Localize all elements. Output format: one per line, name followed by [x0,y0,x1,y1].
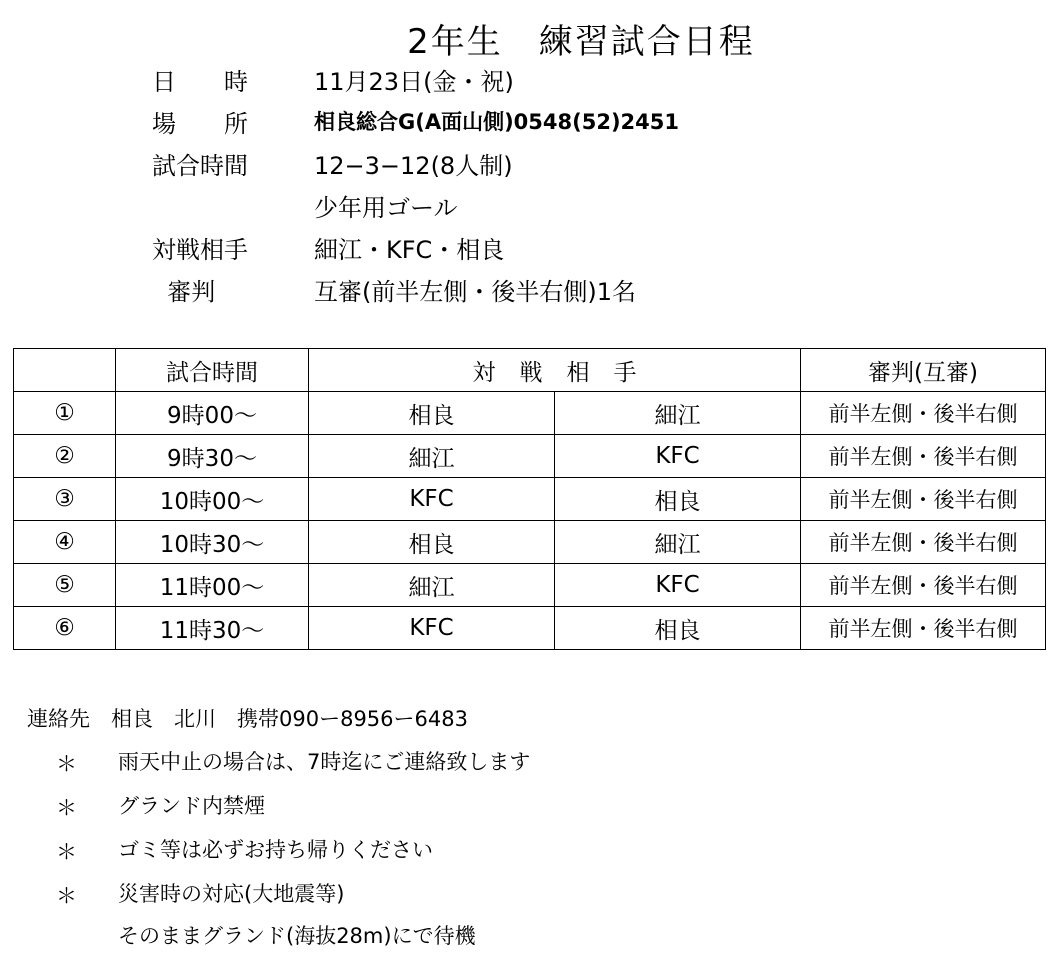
note-text: 災害時の対応(大地震等) [118,882,345,906]
match-time: 9時30〜 [116,435,309,478]
team-b: 細江 [555,392,801,435]
asterisk-bullet: ＊ [56,796,77,820]
note-text: ゴミ等は必ずお持ち帰りください [118,838,433,862]
referee-cell: 前半左側・後半右側 [801,435,1046,478]
contact-line: 連絡先 相良 北川 携帯090ー8956ー6483 [27,707,468,731]
team-a: 相良 [309,392,555,435]
team-b: KFC [555,564,801,607]
info-value: 相良総合G(A面山側)0548(52)2451 [314,110,679,134]
team-b: KFC [555,435,801,478]
match-number: ⑥ [14,607,116,650]
header-time: 試合時間 [116,349,309,392]
table-row [14,564,1046,607]
asterisk-bullet: ＊ [56,884,77,908]
info-label: 対戦相手 [152,236,248,264]
note-text: そのままグランド(海抜28m)にで待機 [118,924,476,948]
referee-cell: 前半左側・後半右側 [801,392,1046,435]
match-time: 10時00〜 [116,478,309,521]
match-time: 10時30〜 [116,521,309,564]
table-row [14,607,1046,650]
page-title: 2年生 練習試合日程 [407,22,755,62]
table-row [14,521,1046,564]
match-number: ② [14,435,116,478]
referee-cell: 前半左側・後半右側 [801,478,1046,521]
match-time: 9時00〜 [116,392,309,435]
team-a: KFC [309,478,555,521]
referee-cell: 前半左側・後半右側 [801,521,1046,564]
team-a: 細江 [309,435,555,478]
match-time: 11時00〜 [116,564,309,607]
table-row [14,478,1046,521]
table-header-row [14,349,1046,392]
info-label: 試合時間 [152,152,248,180]
info-value: 互審(前半左側・後半右側)1名 [314,278,636,306]
team-a: KFC [309,607,555,650]
match-number: ④ [14,521,116,564]
match-time: 11時30〜 [116,607,309,650]
team-b: 相良 [555,478,801,521]
header-number [14,349,116,392]
info-label: 審判 [152,278,216,306]
referee-cell: 前半左側・後半右側 [801,607,1046,650]
team-b: 細江 [555,521,801,564]
info-label: 場 所 [152,110,248,138]
team-b: 相良 [555,607,801,650]
note-text: 雨天中止の場合は、7時迄にご連絡致します [118,750,531,774]
info-value: 少年用ゴール [314,194,458,222]
asterisk-bullet: ＊ [56,840,77,864]
info-value: 12−3−12(8人制) [314,152,513,180]
team-a: 相良 [309,521,555,564]
schedule-table [13,348,1046,650]
match-number: ⑤ [14,564,116,607]
referee-cell: 前半左側・後半右側 [801,564,1046,607]
info-value: 11月23日(金・祝) [314,68,514,96]
header-opponents: 対戦相手 [309,349,801,392]
header-referee: 審判(互審) [801,349,1046,392]
match-number: ③ [14,478,116,521]
info-label: 日 時 [152,68,248,96]
table-row [14,435,1046,478]
asterisk-bullet: ＊ [56,752,77,776]
team-a: 細江 [309,564,555,607]
match-number: ① [14,392,116,435]
table-row [14,392,1046,435]
note-text: グランド内禁煙 [118,794,265,818]
info-value: 細江・KFC・相良 [314,236,505,264]
